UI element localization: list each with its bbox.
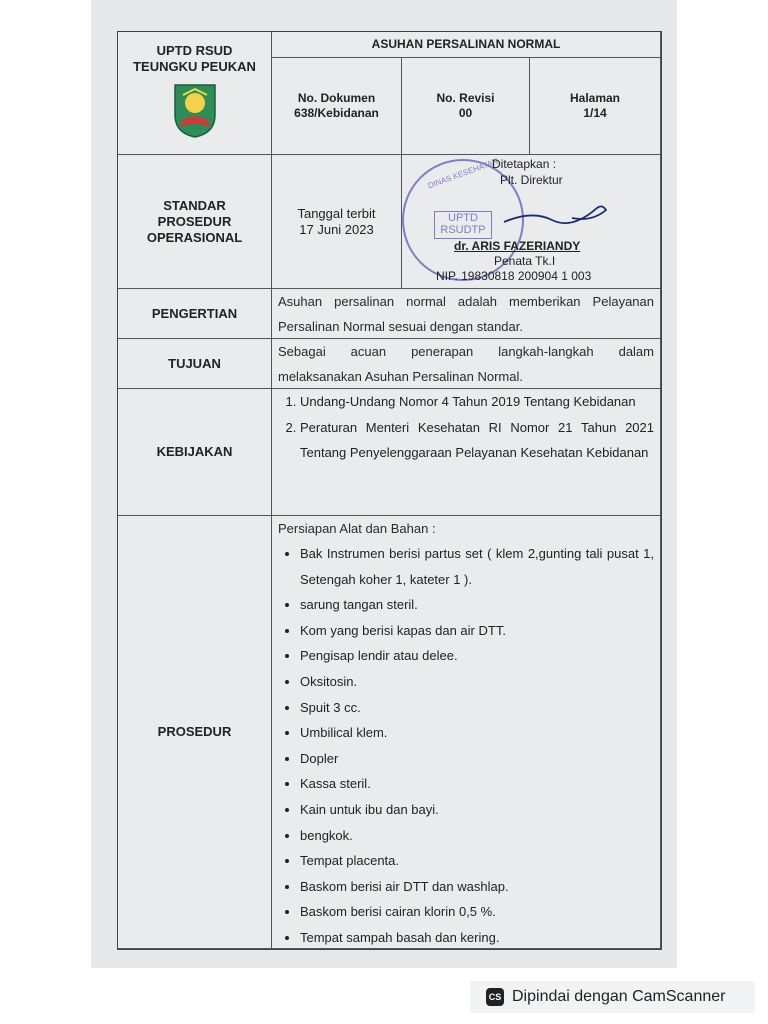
prosedur-item: • Dopler: [300, 746, 654, 772]
prosedur-intro: Persiapan Alat dan Bahan :: [278, 521, 436, 536]
tujuan-text: Sebagai acuan penerapan langkah-langkah dalam melaksanakan Asuhan Persalinan Normal.: [278, 344, 654, 384]
hospital-logo: [173, 81, 217, 144]
prosedur-list: [278, 541, 654, 951]
pengertian-text: Asuhan persalinan normal adalah memberikan Pelayanan Persalinan Normal sesuai dengan standar.: [278, 294, 654, 334]
approval-cell: [402, 155, 661, 289]
prosedur-content: [272, 516, 661, 949]
issued-label: Tanggal terbit: [297, 205, 376, 221]
kebijakan-list: [278, 389, 654, 466]
sop-label-cell: [118, 155, 272, 289]
prosedur-item: • Tempat sampah basah dan kering.: [300, 925, 654, 951]
institution-name: UPTD RSUD TEUNGKU PEUKAN: [133, 42, 256, 74]
prosedur-item: • sarung tangan steril.: [300, 592, 654, 618]
kebijakan-item: 2. Peraturan Menteri Kesehatan RI Nomor 21 Tahun 2021 Tentang Penyelenggaraan Pelayanan Kesehatan Kebidanan: [300, 415, 654, 466]
institution-cell: [118, 32, 272, 155]
prosedur-item: • Kassa steril.: [300, 771, 654, 797]
approved-label: Ditetapkan :: [492, 157, 557, 171]
prosedur-item: • Kain untuk ibu dan bayi.: [300, 797, 654, 823]
sop-label-line1: STANDAR: [163, 197, 226, 213]
pengertian-content: [272, 289, 661, 339]
signer-name: dr. ARIS FAZERIANDY: [454, 239, 581, 253]
doc-number-cell: [272, 58, 402, 155]
kebijakan-item: 1. Undang-Undang Nomor 4 Tahun 2019 Tentang Kebidanan: [300, 389, 654, 415]
doc-number-label: No. Dokumen: [297, 91, 376, 105]
prosedur-item: • Oksitosin.: [300, 669, 654, 695]
prosedur-item: • Bak Instrumen berisi partus set ( klem 2,gunting tali pusat 1, Setengah koher 1, kateter 1 ).: [300, 541, 654, 592]
camscanner-icon: CS: [486, 988, 504, 1006]
kebijakan-label: KEBIJAKAN: [118, 389, 272, 516]
sop-document: [117, 31, 662, 950]
stamp-ring-text: DINAS KESEHATAN: [426, 156, 500, 191]
revision-cell: [402, 58, 530, 155]
issued-date: 17 Juni 2023: [299, 221, 374, 237]
director-role: Plt. Direktur: [500, 173, 563, 187]
document-title: ASUHAN PERSALINAN NORMAL: [272, 32, 661, 58]
issued-cell: [272, 155, 402, 289]
signer-nip: NIP. 19830818 200904 1 003: [436, 269, 592, 283]
prosedur-item: • Spuit 3 cc.: [300, 695, 654, 721]
camscanner-text: Dipindai dengan CamScanner: [512, 988, 726, 1005]
camscanner-watermark: [470, 981, 755, 1013]
revision-value: 00: [458, 106, 473, 120]
prosedur-item: • Baskom berisi air DTT dan washlap.: [300, 874, 654, 900]
revision-label: No. Revisi: [436, 91, 495, 105]
page-label: Halaman: [569, 91, 621, 105]
prosedur-item: • bengkok.: [300, 823, 654, 849]
sop-label-line3: OPERASIONAL: [146, 229, 243, 245]
tujuan-content: [272, 339, 661, 389]
prosedur-item: • Umbilical klem.: [300, 720, 654, 746]
signature: [502, 200, 612, 230]
prosedur-item: • Pengisap lendir atau delee.: [300, 643, 654, 669]
page-cell: [530, 58, 661, 155]
prosedur-item: • Baskom berisi cairan klorin 0,5 %.: [300, 899, 654, 925]
prosedur-item: • Kom yang berisi kapas dan air DTT.: [300, 618, 654, 644]
stamp-center-text: UPTD RSUDTP: [434, 211, 492, 239]
doc-number-value: 638/Kebidanan: [294, 106, 379, 120]
prosedur-label: PROSEDUR: [118, 516, 272, 949]
signer-rank: Penata Tk.I: [494, 254, 556, 268]
pengertian-label: PENGERTIAN: [118, 289, 272, 339]
page-value: 1/14: [583, 106, 607, 120]
tujuan-label: TUJUAN: [118, 339, 272, 389]
kebijakan-content: [272, 389, 661, 516]
prosedur-item: • Tempat placenta.: [300, 848, 654, 874]
sop-label-line2: PROSEDUR: [157, 213, 232, 229]
